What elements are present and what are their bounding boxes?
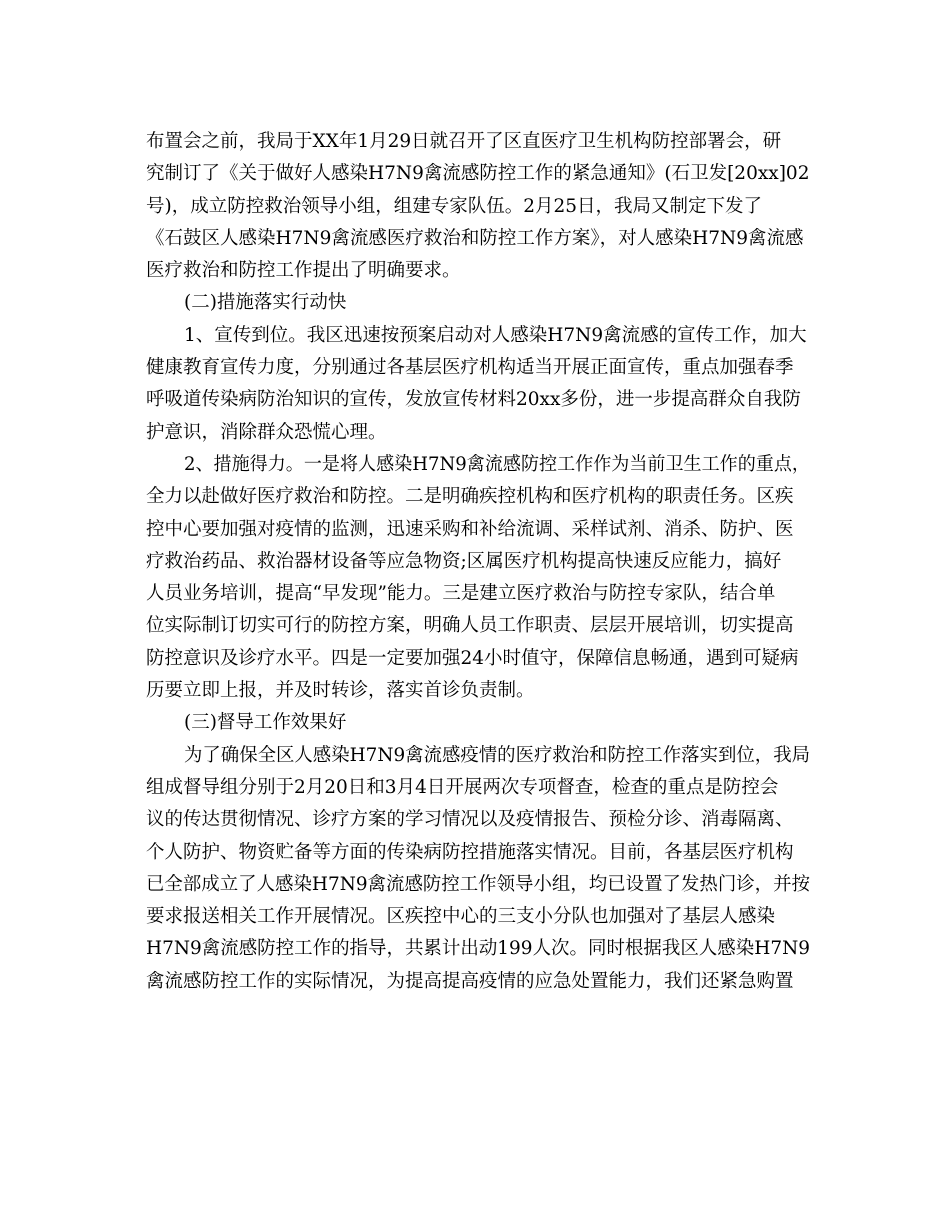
text-line: (二)措施落实行动快 — [184, 292, 347, 314]
text-line: 位实际制订切实可行的防控方案，明确人员工作职责、层层开展培训，切实提高 — [146, 615, 794, 637]
text-line: 禽流感防控工作的实际情况，为提高提高疫情的应急处置能力，我们还紧急购置 — [146, 970, 794, 992]
text-line: 布置会之前，我局于XX年1月29日就召开了区直医疗卫生机构防控部署会，研 — [146, 131, 782, 152]
text-line: 议的传达贯彻情况、诊疗方案的学习情况以及疫情报告、预检分诊、消毒隔离、 — [146, 809, 794, 831]
text-line: 疗救治药品、救治器材设备等应急物资;区属医疗机构提高快速反应能力，搞好 — [146, 550, 782, 572]
text-line: 已全部成立了人感染H7N9禽流感防控工作领导小组，均已设置了发热门诊，并按 — [146, 873, 810, 895]
document-body — [146, 126, 810, 998]
text-line: 护意识，消除群众恐慌心理。 — [146, 421, 387, 443]
text-line: 《石鼓区人感染H7N9禽流感医疗救治和防控工作方案》，对人感染H7N9禽流感 — [146, 227, 804, 249]
text-line: 组成督导组分别于2月20日和3月4日开展两次专项督查，检查的重点是防控会 — [146, 776, 779, 798]
text-line: (三)督导工作效果好 — [184, 712, 347, 734]
text-line: 全力以赴做好医疗救治和防控。二是明确疾控机构和医疗机构的职责任务。区疾 — [146, 486, 794, 508]
text-line: 究制订了《关于做好人感染H7N9禽流感防控工作的紧急通知》(石卫发[20xx]02 — [146, 163, 810, 185]
text-line: 医疗救治和防控工作提出了明确要求。 — [146, 260, 461, 282]
text-line: 2、措施得力。一是将人感染H7N9禽流感防控工作作为当前卫生工作的重点， — [184, 453, 810, 475]
text-line: H7N9禽流感防控工作的指导，共累计出动199人次。同时根据我区人感染H7N9 — [146, 938, 810, 960]
text-line: 个人防护、物资贮备等方面的传染病防控措施落实情况。目前，各基层医疗机构 — [146, 841, 794, 863]
text-line: 要求报送相关工作开展情况。区疾控中心的三支小分队也加强对了基层人感染 — [146, 906, 776, 928]
text-line: 防控意识及诊疗水平。四是一定要加强24小时值守，保障信息畅通，遇到可疑病 — [146, 647, 799, 669]
text-line: 人员业务培训，提高“早发现”能力。三是建立医疗救治与防控专家队，结合单 — [146, 583, 776, 605]
text-line: 健康教育宣传力度，分别通过各基层医疗机构适当开展正面宣传，重点加强春季 — [146, 357, 794, 379]
text-line: 呼吸道传染病防治知识的宣传，发放宣传材料20xx多份，进一步提高群众自我防 — [146, 389, 801, 411]
text-line: 控中心要加强对疫情的监测，迅速采购和补给流调、采样试剂、消杀、防护、医 — [146, 518, 794, 540]
text-line: 为了确保全区人感染H7N9禽流感疫情的医疗救治和防控工作落实到位，我局 — [184, 744, 810, 766]
text-line: 1、宣传到位。我区迅速按预案启动对人感染H7N9禽流感的宣传工作，加大 — [184, 324, 807, 346]
text-line: 号)，成立防控救治领导小组，组建专家队伍。2月25日，我局又制定下发了 — [146, 195, 763, 217]
text-line: 历要立即上报，并及时转诊，落实首诊负责制。 — [146, 680, 535, 702]
